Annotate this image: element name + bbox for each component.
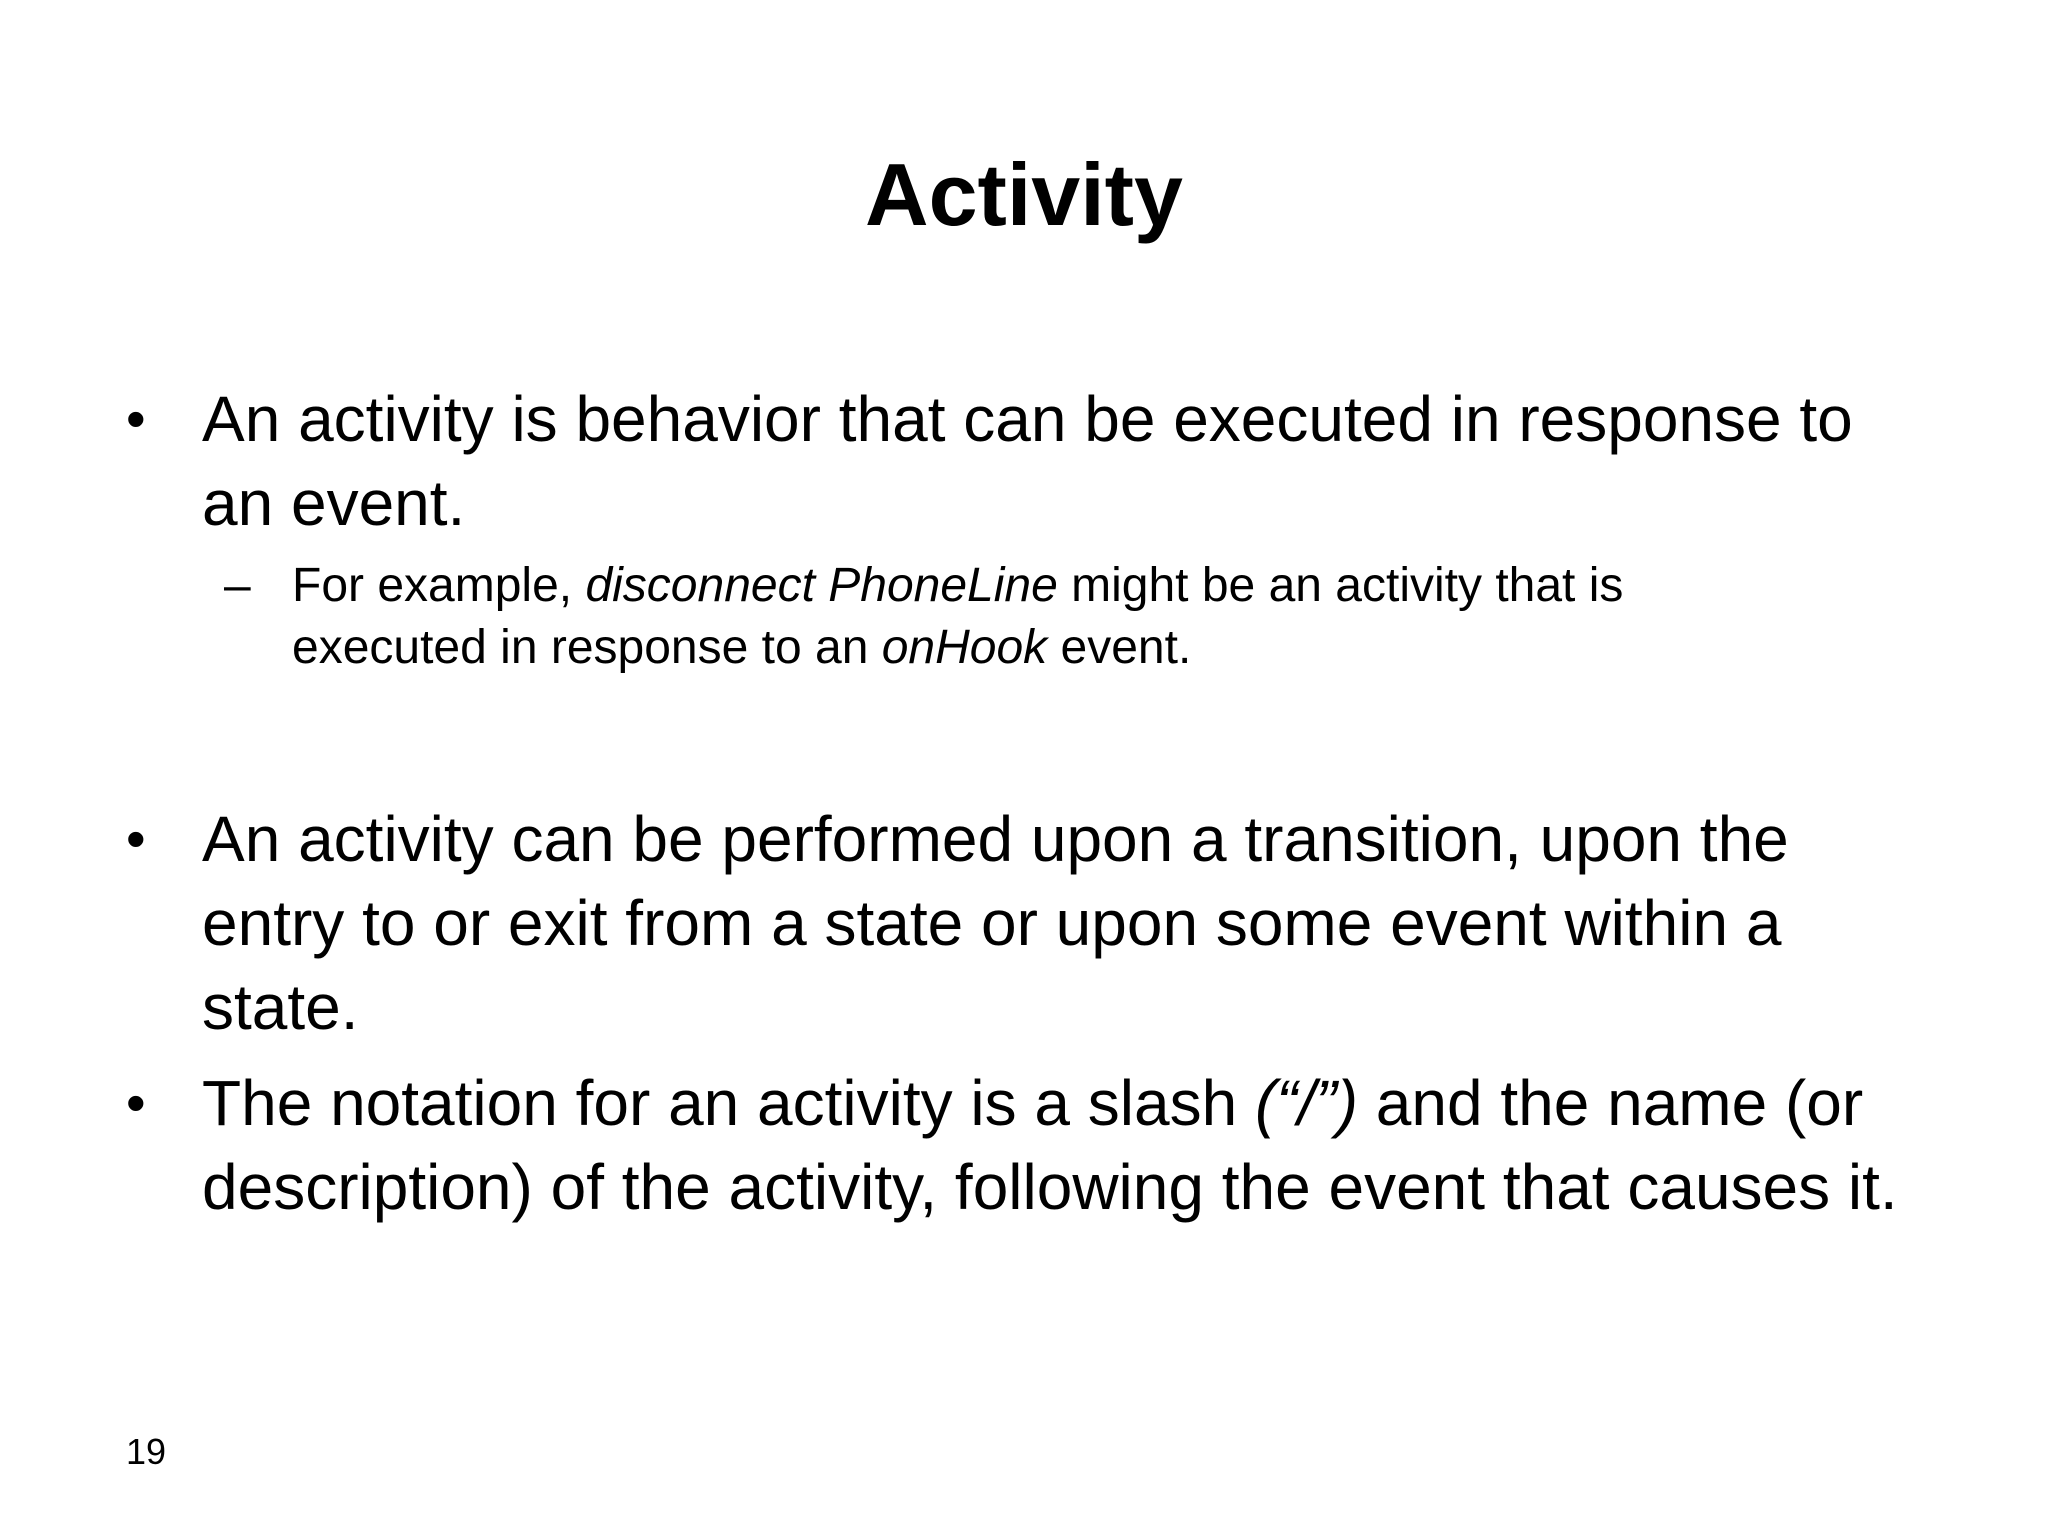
sub-bullet-italic-event-name: onHook [881, 621, 1048, 674]
sub-bullet-text-part2: might be an activity that is executed in response to an [292, 559, 1624, 674]
bullet-text [202, 1061, 1922, 1229]
bullet-marker: • [126, 1071, 146, 1134]
page-number: 19 [126, 1431, 167, 1472]
sub-bullet-text [292, 555, 1772, 679]
slide-title: Activity [865, 145, 1183, 244]
bullet-marker: • [126, 387, 146, 450]
bullet-text: An activity can be performed upon a transition, upon the entry to or exit from a state or upon some event within a state. [202, 803, 1789, 1043]
sub-bullet-text-part1: For example, [292, 559, 586, 612]
sub-bullet-italic-activity-name: disconnect PhoneLine [585, 559, 1058, 612]
sub-bullet-text-part3: event. [1047, 621, 1192, 674]
bullet-text-part1: The notation for an activity is a slash [202, 1067, 1255, 1139]
bullet-marker: • [126, 807, 146, 870]
bullet-text-part2: and the name (or description) of the activity, following the event that causes it. [202, 1067, 1898, 1223]
bullet-text: An activity is behavior that can be executed in response to an event. [202, 383, 1853, 539]
sub-bullet-marker: – [224, 559, 251, 612]
bullet-italic-slash: (“/”) [1254, 1067, 1358, 1139]
